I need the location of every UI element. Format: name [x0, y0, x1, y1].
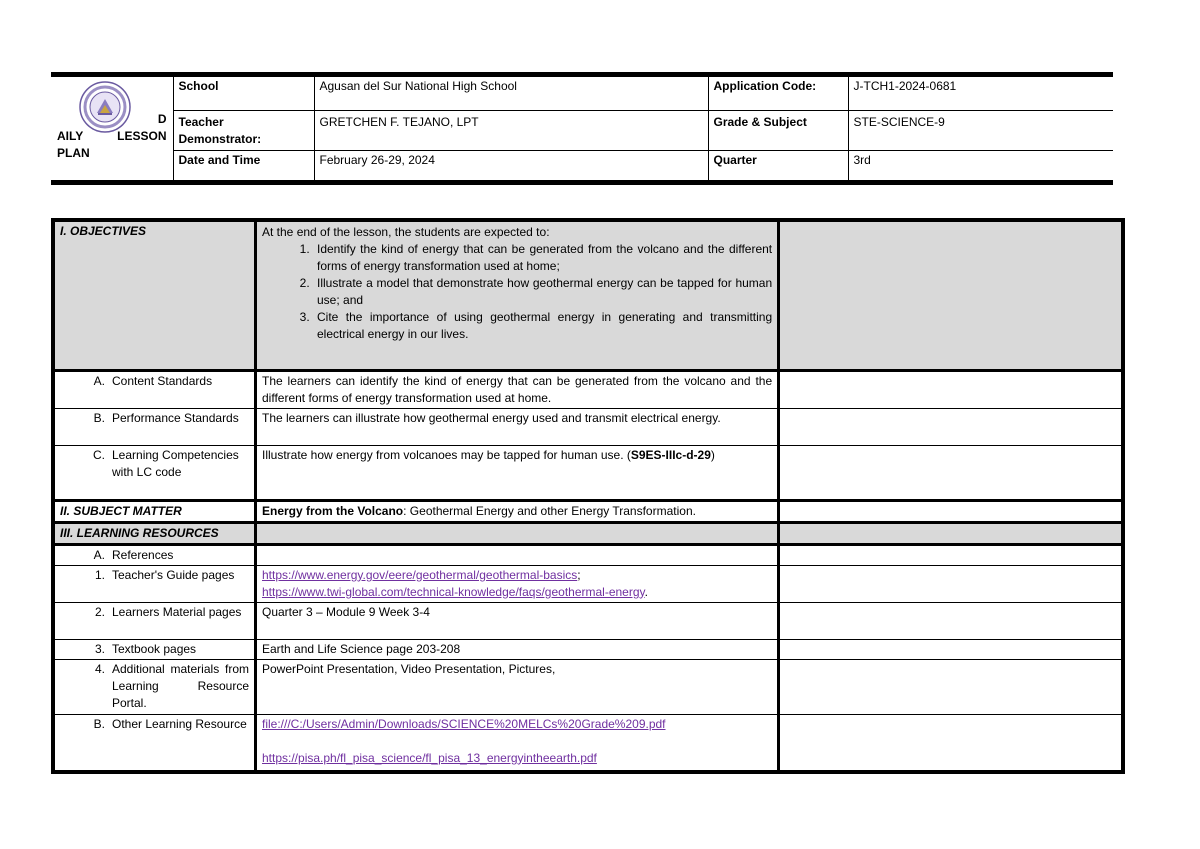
references-row: A. References	[53, 544, 1123, 565]
application-code-label: Application Code:	[708, 75, 848, 111]
learning-competencies-row: C. Learning Competencies with LC code Illustrate how energy from volcanoes may be tapped for human use. (S9ES-IIIc-d-29)	[53, 445, 1123, 500]
teachers-guide-label: Teacher's Guide pages	[112, 567, 235, 582]
textbook-pages-label: Textbook pages	[112, 641, 197, 656]
content-standards-label: Content Standards	[112, 373, 213, 388]
twi-global-link[interactable]: https://www.twi-global.com/technical-knowledge/faqs/geothermal-energy	[262, 584, 645, 599]
daily-lesson-plan-title: D AILY LESSON PLAN	[57, 112, 167, 160]
textbook-pages-row: 3. Textbook pages Earth and Life Science page 203-208	[53, 639, 1123, 659]
performance-standards-label: Performance Standards	[112, 410, 239, 425]
grade-subject-label: Grade & Subject	[708, 111, 848, 151]
learners-material-text: Quarter 3 – Module 9 Week 3-4	[256, 602, 779, 639]
other-resource-label: Other Learning Resource	[112, 716, 247, 731]
objectives-intro: At the end of the lesson, the students are expected to:	[262, 225, 550, 239]
learning-competencies-text: Illustrate how energy from volcanoes may be tapped for human use. (S9ES-IIIc-d-29)	[256, 445, 779, 500]
objectives-label: I. OBJECTIVES	[53, 220, 256, 370]
lesson-plan-table	[51, 218, 1125, 774]
performance-standards-text: The learners can illustrate how geothermal energy used and transmit electrical energy.	[256, 408, 779, 445]
quarter-label: Quarter	[708, 151, 848, 183]
references-label: References	[112, 547, 174, 562]
objectives-notes	[779, 220, 1123, 370]
school-value: Agusan del Sur National High School	[314, 75, 708, 111]
teachers-guide-row: 1. Teacher's Guide pages https://www.energy.gov/eere/geothermal/geothermal-basics; https://www.twi-global.com/technical-knowledge/faqs/geothermal-energy.	[53, 565, 1123, 602]
grade-subject-value: STE-SCIENCE-9	[848, 111, 1113, 151]
subject-matter-row	[53, 500, 1123, 522]
quarter-value: 3rd	[848, 151, 1113, 183]
energy-gov-link[interactable]: https://www.energy.gov/eere/geothermal/geothermal-basics	[262, 567, 578, 582]
teacher-label: Teacher Demonstrator:	[173, 111, 314, 151]
application-code-value: J-TCH1-2024-0681	[848, 75, 1113, 111]
learners-material-row: 2. Learners Material pages Quarter 3 – Module 9 Week 3-4	[53, 602, 1123, 639]
learning-resources-row	[53, 522, 1123, 544]
subject-matter-label: II. SUBJECT MATTER	[53, 500, 256, 522]
objectives-row	[53, 220, 1123, 370]
objective-item: 3. Cite the importance of using geothermal energy in generating and transmitting electrical energy in our lives.	[313, 309, 772, 343]
date-time-label: Date and Time	[173, 151, 314, 183]
other-resource-row: B. Other Learning Resource file:///C:/Users/Admin/Downloads/SCIENCE%20MELCs%20Grade%209.pdf https://pisa.ph/fl_pisa_science/fl_pisa_13_energyintheearth.pdf	[53, 714, 1123, 772]
performance-standards-row: B. Performance Standards The learners can illustrate how geothermal energy used and transmit electrical energy.	[53, 408, 1123, 445]
pisa-link[interactable]: https://pisa.ph/fl_pisa_science/fl_pisa_13_energyintheearth.pdf	[262, 750, 597, 765]
objectives-list	[262, 241, 772, 343]
additional-materials-row: 4. Additional materials from Learning Resource Portal. PowerPoint Presentation, Video Presentation, Pictures,	[53, 659, 1123, 714]
header-table	[51, 72, 1113, 185]
objectives-content	[256, 220, 779, 370]
additional-materials-label: Additional materials from Learning Resource Portal.	[112, 661, 249, 710]
learning-resources-label: III. LEARNING RESOURCES	[53, 522, 256, 544]
date-time-value: February 26-29, 2024	[314, 151, 708, 183]
melcs-file-link[interactable]: file:///C:/Users/Admin/Downloads/SCIENCE%20MELCs%20Grade%209.pdf	[262, 716, 666, 731]
teacher-value: GRETCHEN F. TEJANO, LPT	[314, 111, 708, 151]
subject-matter-text: Energy from the Volcano: Geothermal Energy and other Energy Transformation.	[256, 500, 779, 522]
objective-item: 1. Identify the kind of energy that can be generated from the volcano and the different forms of energy transformation used at home;	[313, 241, 772, 275]
learners-material-label: Learners Material pages	[112, 604, 242, 619]
school-label: School	[173, 75, 314, 111]
logo-cell	[51, 75, 173, 183]
content-standards-row: A. Content Standards The learners can identify the kind of energy that can be generated from the volcano and the different forms of energy transformation used at home.	[53, 370, 1123, 408]
learning-competencies-label: Learning Competencies with LC code	[112, 447, 239, 479]
other-resource-links	[256, 714, 779, 772]
textbook-pages-text: Earth and Life Science page 203-208	[256, 639, 779, 659]
teachers-guide-links: https://www.energy.gov/eere/geothermal/geothermal-basics; https://www.twi-global.com/technical-knowledge/faqs/geothermal-energy.	[256, 565, 779, 602]
additional-materials-text: PowerPoint Presentation, Video Presentation, Pictures,	[256, 659, 779, 714]
objective-item: 2. Illustrate a model that demonstrate how geothermal energy can be tapped for human use; and	[313, 275, 772, 309]
content-standards-text: The learners can identify the kind of energy that can be generated from the volcano and the different forms of energy transformation used at home.	[256, 370, 779, 408]
lc-code: S9ES-IIIc-d-29	[630, 447, 711, 462]
